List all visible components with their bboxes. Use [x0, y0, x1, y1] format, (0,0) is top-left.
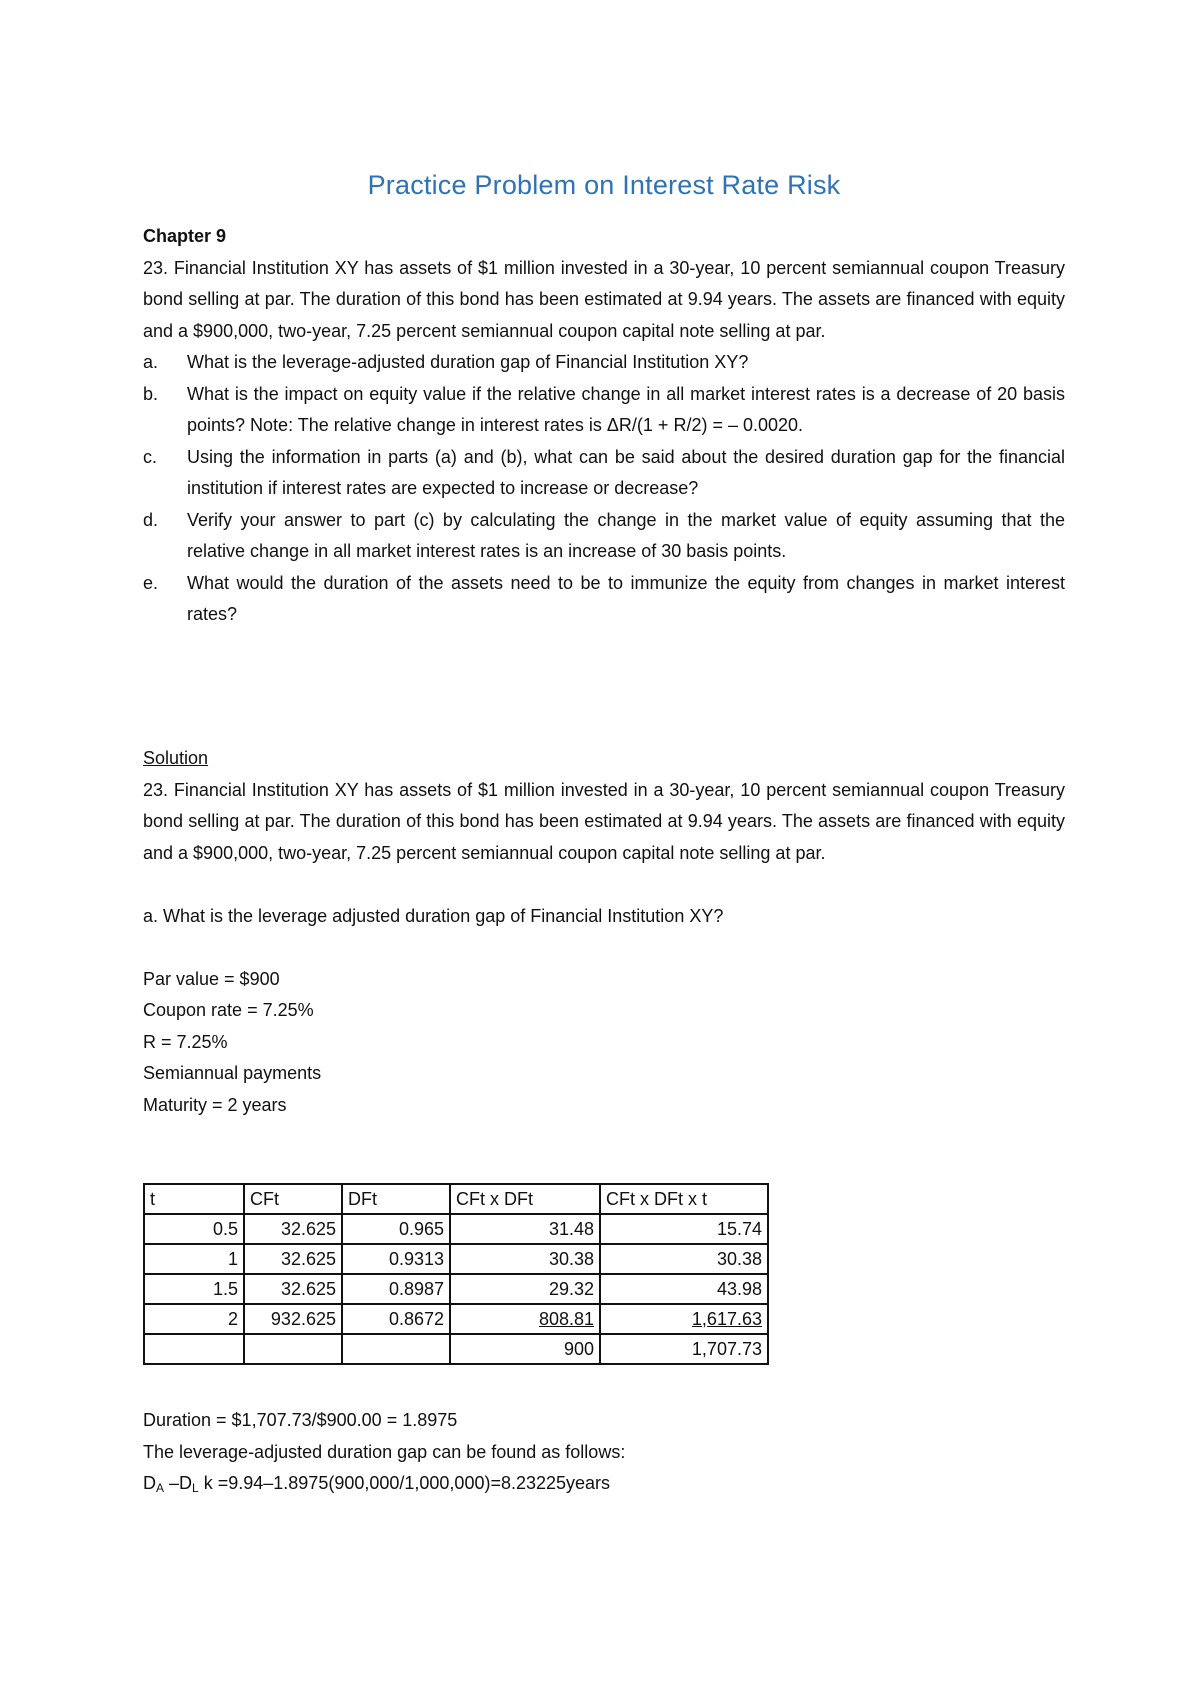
table-cell: 30.38 — [450, 1244, 600, 1274]
problem-statement: 23. Financial Institution XY has assets of $1 million invested in a 30-year, 10 percent semiannual coupon Treasury bond selling at par. The duration of this bond has been estimated at 9.94 years. The assets are financed with equity and a $900,000, two-year, 7.25 percent semiannual coupon capital note selling at par. — [143, 257, 1065, 341]
table-header-cell: CFt x DFt — [450, 1184, 600, 1214]
table-header-cell: CFt x DFt x t — [600, 1184, 768, 1214]
table-cell: 1,617.63 — [600, 1304, 768, 1334]
table-header-cell: DFt — [342, 1184, 450, 1214]
solution-section — [143, 743, 1065, 1121]
given-coupon-rate: Coupon rate = 7.25% — [143, 1000, 314, 1020]
table-cell: 32.625 — [244, 1274, 342, 1304]
problem-part-a: a. What is the leverage-adjusted duration gap of Financial Institution XY? — [143, 352, 749, 372]
table-cell: 1 — [144, 1244, 244, 1274]
table-header-cell: t — [144, 1184, 244, 1214]
table-cell: 0.5 — [144, 1214, 244, 1244]
table-header-row — [144, 1184, 768, 1214]
table-total-row — [144, 1334, 768, 1364]
table-cell: 2 — [144, 1304, 244, 1334]
table-cell: 15.74 — [600, 1214, 768, 1244]
table-row — [144, 1274, 768, 1304]
given-payments: Semiannual payments — [143, 1063, 322, 1083]
table-header-cell: CFt — [244, 1184, 342, 1214]
table-row — [144, 1214, 768, 1244]
table-row — [144, 1244, 768, 1274]
problem-section — [143, 221, 1065, 631]
table-cell: 32.625 — [244, 1244, 342, 1274]
table-cell: 1,707.73 — [600, 1334, 768, 1364]
table-cell: 0.8672 — [342, 1304, 450, 1334]
table-cell: 900 — [450, 1334, 600, 1364]
solution-question-a: a. What is the leverage adjusted duration gap of Financial Institution XY? — [143, 905, 724, 926]
solution-restated-problem: 23. Financial Institution XY has assets of $1 million invested in a 30-year, 10 percent semiannual coupon Treasury bond selling at par. The duration of this bond has been estimated at 9.94 years. The assets are financed with equity and a $900,000, two-year, 7.25 percent semiannual coupon capital note selling at par. — [143, 779, 1065, 863]
problem-part-d: d. Verify your answer to part (c) by calculating the change in the market value of equity assuming that the relative change in all market interest rates is an increase of 30 basis points. — [143, 509, 1065, 561]
table-cell — [144, 1334, 244, 1364]
table-cell: 0.965 — [342, 1214, 450, 1244]
given-par-value: Par value = $900 — [143, 968, 280, 989]
problem-part-b: b. What is the impact on equity value if the relative change in all market interest rates is a decrease of 20 basis points? Note: The relative change in interest rates is ΔR/(1 + R/2) = – 0.0020. — [143, 383, 1065, 435]
table-cell: 43.98 — [600, 1274, 768, 1304]
given-rate: R = 7.25% — [143, 1031, 228, 1052]
duration-result: Duration = $1,707.73/$900.00 = 1.8975 — [143, 1410, 458, 1430]
table-cell: 31.48 — [450, 1214, 600, 1244]
table-cell: 932.625 — [244, 1304, 342, 1334]
duration-section — [143, 1405, 1065, 1505]
table-cell: 0.9313 — [342, 1244, 450, 1274]
table-cell: 30.38 — [600, 1244, 768, 1274]
table-cell: 32.625 — [244, 1214, 342, 1244]
problem-part-c: c. Using the information in parts (a) and (b), what can be said about the desired duration gap for the financial institution if interest rates are expected to increase or decrease? — [143, 446, 1065, 498]
table-cell: 1.5 — [144, 1274, 244, 1304]
table-cell: 0.8987 — [342, 1274, 450, 1304]
table-cell — [342, 1334, 450, 1364]
table-row — [144, 1304, 768, 1334]
table-cell — [244, 1334, 342, 1364]
table-cell: 808.81 — [450, 1304, 600, 1334]
given-maturity: Maturity = 2 years — [143, 1094, 287, 1115]
givens-list — [143, 964, 1065, 1122]
page-title: Practice Problem on Interest Rate Risk — [367, 170, 841, 200]
cash-flow-table — [143, 1183, 769, 1365]
gap-formula: $D_A$ $-D_L$ k =9.94–1.8975(900,000/1,000,000)=8.23225years — [143, 1473, 611, 1495]
table-cell: 29.32 — [450, 1274, 600, 1304]
gap-intro: The leverage-adjusted duration gap can be found as follows: — [143, 1441, 626, 1462]
chapter-heading: Chapter 9 — [143, 226, 227, 246]
solution-heading: Solution — [143, 748, 209, 768]
problem-part-e: e. What would the duration of the assets need to be to immunize the equity from changes in market interest rates? — [143, 572, 1065, 624]
problem-parts-list — [143, 347, 1065, 631]
